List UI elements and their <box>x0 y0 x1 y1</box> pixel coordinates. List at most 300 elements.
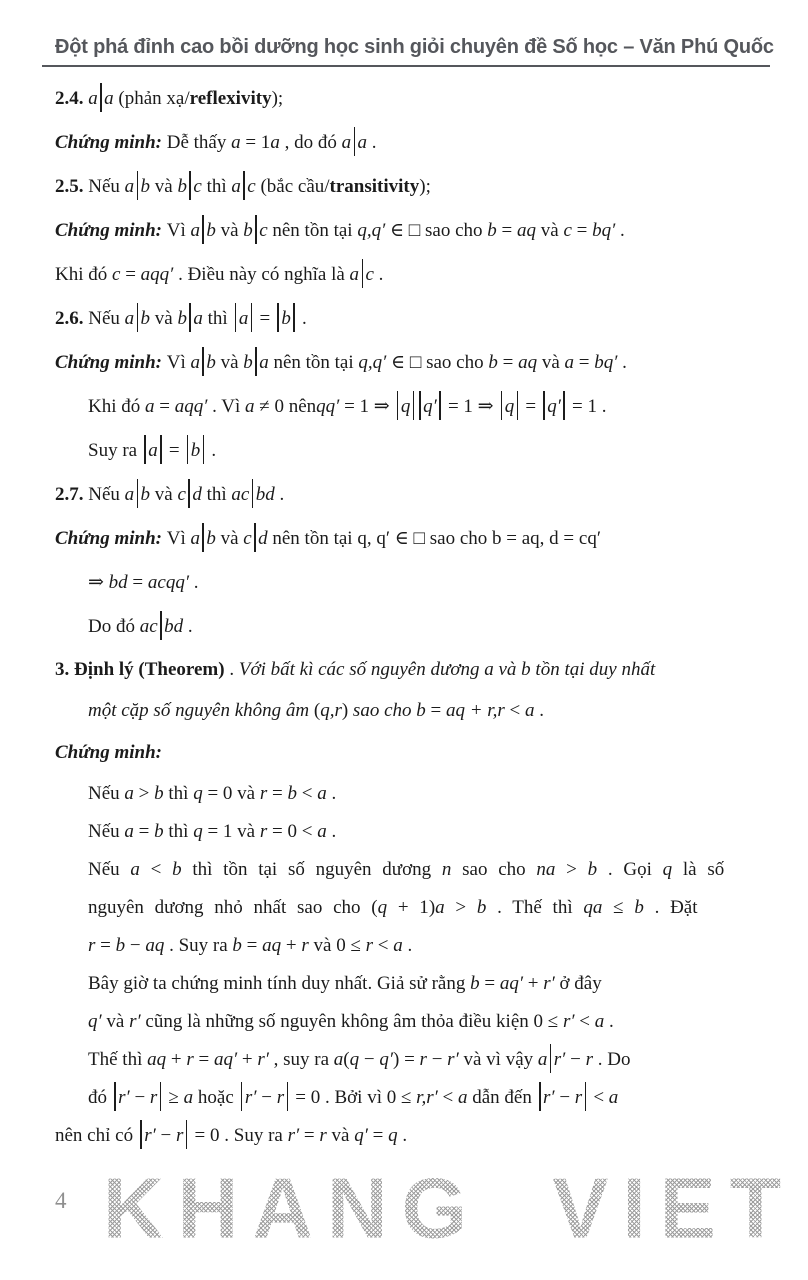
text-run: bd <box>108 572 128 593</box>
text-run: a <box>245 396 255 417</box>
text-run: Chứng minh: <box>55 132 167 153</box>
text-run: < <box>504 700 525 721</box>
divisibility-bar <box>413 391 414 420</box>
divisibility-bar <box>501 391 502 420</box>
text-run: = <box>496 220 518 241</box>
text-run: bd <box>164 616 184 637</box>
divisibility-bar <box>293 303 294 332</box>
text-run: thì <box>201 484 232 505</box>
divisibility-bar <box>202 347 203 376</box>
text-run: Vì <box>166 528 191 549</box>
text-run: aqq′ <box>140 264 174 285</box>
text-line <box>88 1079 770 1117</box>
text-run: (phản xạ/ <box>113 88 190 109</box>
text-run: = 0 và <box>202 783 260 804</box>
text-run: Nếu <box>88 783 125 804</box>
text-run: a <box>231 176 241 197</box>
text-run: ac <box>231 484 250 505</box>
text-run: . <box>373 264 384 285</box>
text-run: c <box>193 176 202 197</box>
text-run: và <box>536 220 564 241</box>
text-run: + <box>166 1049 187 1070</box>
text-run: = <box>299 1125 320 1146</box>
text-run: . <box>604 1011 614 1032</box>
text-run: aq <box>517 220 537 241</box>
text-run: b <box>177 308 187 329</box>
text-run: nguyên dương nhỏ nhất sao cho <box>88 897 372 918</box>
text-run: r <box>176 1125 184 1146</box>
text-run: a <box>259 352 269 373</box>
text-run: b <box>140 308 151 329</box>
text-run: < <box>296 783 318 804</box>
text-run: b <box>587 859 598 880</box>
text-run: bq′ <box>592 220 616 241</box>
text-run: aq <box>262 935 282 956</box>
text-run: a <box>564 352 575 373</box>
text-run: q <box>504 396 515 417</box>
text-run: ) <box>428 897 436 918</box>
text-line <box>88 813 770 851</box>
text-run: c <box>177 484 186 505</box>
text-run: r′ <box>257 1049 269 1070</box>
divisibility-bar <box>439 391 440 420</box>
text-run: < <box>139 859 173 880</box>
text-run: và <box>150 484 178 505</box>
text-run: bd <box>255 484 275 505</box>
book-page <box>0 36 808 1280</box>
text-run: a <box>124 308 135 329</box>
text-run: b <box>172 859 182 880</box>
text-run: r′ <box>144 1125 156 1146</box>
divisibility-bar <box>585 1082 586 1111</box>
text-run: aq + r,r <box>445 700 505 721</box>
text-run: = <box>154 396 175 417</box>
text-run: = <box>267 783 288 804</box>
text-run: và <box>215 352 244 373</box>
text-run: = <box>164 440 185 461</box>
divisibility-bar <box>563 391 564 420</box>
text-run: a <box>190 220 200 241</box>
text-run: = 0 < <box>267 821 318 842</box>
divisibility-bar <box>160 611 161 640</box>
text-run: ≠ 0 nên <box>254 396 317 417</box>
text-run: b <box>488 352 498 373</box>
text-line <box>88 385 770 429</box>
page-number: 4 <box>55 1188 67 1213</box>
text-run: Bây giờ ta chứng minh tính duy nhất. Giả sử rằng <box>88 973 471 994</box>
text-run: a <box>104 88 114 109</box>
text-run: r <box>301 935 309 956</box>
text-run: − <box>554 1087 575 1108</box>
text-run: a <box>333 1049 344 1070</box>
text-run: r′ <box>543 1087 555 1108</box>
divisibility-bar <box>137 303 138 332</box>
text-run: q <box>662 859 673 880</box>
text-run: (bắc cầu/ <box>255 176 330 197</box>
text-run: r <box>585 1049 593 1070</box>
text-run: na <box>536 859 556 880</box>
text-run: b <box>232 935 242 956</box>
text-run: a <box>435 897 445 918</box>
divisibility-bar <box>186 1120 187 1149</box>
text-line <box>88 690 770 731</box>
text-run: Chứng minh: <box>55 528 167 549</box>
text-run: r <box>276 1087 285 1108</box>
text-run: < <box>574 1011 595 1032</box>
text-run: b <box>206 220 216 241</box>
text-run: r′ <box>562 1011 575 1032</box>
text-run: ≥ <box>163 1087 184 1108</box>
divisibility-bar <box>144 435 145 464</box>
text-run: b <box>140 176 151 197</box>
text-run: a <box>341 132 352 153</box>
divisibility-bar <box>243 171 244 200</box>
text-run: bq′ <box>594 352 618 373</box>
text-run: và <box>215 220 244 241</box>
text-run: và <box>150 176 178 197</box>
text-run: + <box>281 935 302 956</box>
text-run: . <box>326 821 337 842</box>
divisibility-bar <box>539 1082 540 1111</box>
text-line <box>88 927 770 965</box>
text-run: aq′ <box>499 973 523 994</box>
text-run: a <box>124 821 134 842</box>
divisibility-bar <box>543 391 544 420</box>
text-run: > <box>555 859 588 880</box>
text-line <box>55 517 770 561</box>
text-line <box>55 341 770 385</box>
text-run: a <box>145 396 155 417</box>
text-run: aq <box>518 352 538 373</box>
text-run: r′ <box>118 1087 130 1108</box>
text-run: c <box>247 176 256 197</box>
text-run: + <box>237 1049 258 1070</box>
text-run: ( <box>313 700 321 721</box>
text-run: q′ <box>547 396 561 417</box>
text-run: dẫn đến <box>467 1087 537 1108</box>
divisibility-bar <box>140 1120 141 1149</box>
text-run: b <box>634 897 644 918</box>
text-run: a <box>124 484 135 505</box>
text-run: a <box>594 1011 605 1032</box>
text-run: ac <box>139 616 158 637</box>
text-line <box>55 473 770 517</box>
divisibility-bar <box>254 523 255 552</box>
text-run: d <box>192 484 202 505</box>
text-run: a <box>193 308 203 329</box>
text-run: 2.7. <box>55 484 89 505</box>
text-run: nên chỉ có <box>55 1125 138 1146</box>
text-run: a <box>457 1087 468 1108</box>
text-line <box>55 209 770 253</box>
text-run: qq′ <box>316 396 340 417</box>
text-run: q <box>388 1125 398 1146</box>
text-line <box>88 851 770 889</box>
text-run: = <box>193 1049 214 1070</box>
text-run: . Suy ra <box>164 935 233 956</box>
text-run: = <box>520 396 541 417</box>
text-run: a <box>393 935 403 956</box>
text-run: q <box>400 396 411 417</box>
text-run: Chứng minh: <box>55 220 167 241</box>
text-run: = 1 ⇒ <box>443 396 499 417</box>
text-run: . Đặt <box>643 897 698 918</box>
text-run: c <box>259 220 268 241</box>
text-run: . Vì <box>207 396 246 417</box>
text-run: q <box>193 783 203 804</box>
text-run: + <box>522 973 544 994</box>
text-run: 2.5. <box>55 176 89 197</box>
text-line <box>88 1041 770 1079</box>
text-run: . <box>366 132 377 153</box>
text-run: b <box>487 220 497 241</box>
text-run: ở đây <box>554 973 602 994</box>
text-run: thì <box>201 176 232 197</box>
text-run: Nếu <box>88 484 125 505</box>
text-run: q,r <box>320 700 342 721</box>
text-run: = <box>479 973 500 994</box>
text-run: r′ <box>447 1049 459 1070</box>
text-run: q,q′ <box>358 352 387 373</box>
text-run: và <box>326 1125 355 1146</box>
text-run: và vì vậy <box>458 1049 538 1070</box>
text-run: r <box>319 1125 327 1146</box>
text-run: cũng là những số nguyên không âm thỏa điều kiện 0 ≤ <box>140 1011 563 1032</box>
text-run: sao cho b <box>348 700 426 721</box>
text-run: < <box>437 1087 458 1108</box>
text-run: q′ <box>423 396 437 417</box>
text-run: ); <box>419 176 431 197</box>
text-run: q <box>377 897 388 918</box>
divisibility-bar <box>160 1082 161 1111</box>
text-run: r <box>259 821 268 842</box>
text-run: q′ <box>379 1049 393 1070</box>
divisibility-bar <box>255 215 256 244</box>
text-run: b <box>190 440 201 461</box>
text-run: . <box>183 616 193 637</box>
text-run: Chứng minh: <box>55 742 162 763</box>
text-run: b <box>476 897 487 918</box>
text-run: a <box>190 528 200 549</box>
page-header <box>42 36 774 67</box>
text-run: = <box>254 308 275 329</box>
text-run: = <box>497 352 519 373</box>
text-run: = <box>120 264 141 285</box>
divisibility-bar <box>252 479 253 508</box>
text-run: q′ <box>88 1011 102 1032</box>
divisibility-bar <box>202 215 203 244</box>
text-run: r <box>149 1087 158 1108</box>
text-run: r′ <box>287 1125 300 1146</box>
text-run: − <box>359 1049 380 1070</box>
text-run: = <box>367 1125 389 1146</box>
divisibility-bar <box>397 391 398 420</box>
text-run: a <box>130 859 140 880</box>
text-run: ( <box>371 897 378 918</box>
text-run: đó <box>88 1087 112 1108</box>
text-run: q <box>193 821 203 842</box>
text-run: = 0 . Bởi vì 0 ≤ <box>290 1087 417 1108</box>
text-run: Vì <box>166 220 191 241</box>
text-run: c <box>563 220 572 241</box>
text-run: = 1 ⇒ <box>339 396 395 417</box>
text-run: 2.4. <box>55 88 89 109</box>
text-run: Nếu <box>88 308 125 329</box>
text-run: − <box>256 1087 277 1108</box>
text-run: + 1 <box>387 897 429 918</box>
text-run: là số <box>672 859 725 880</box>
text-run: r <box>419 1049 427 1070</box>
text-run: Nếu <box>88 821 125 842</box>
text-line <box>55 731 770 775</box>
text-line <box>88 889 770 927</box>
header-title: Đột phá đỉnh cao bồi dưỡng học sinh giỏi chuyên đề Số học – Văn Phú Quốc <box>55 36 774 58</box>
text-run: ); <box>271 88 284 109</box>
text-run: aqq′ <box>174 396 208 417</box>
text-run: ) <box>341 700 349 721</box>
divisibility-bar <box>255 347 256 376</box>
text-run: ) = <box>393 1049 420 1070</box>
text-run: aq <box>145 935 165 956</box>
text-run: . Do <box>592 1049 631 1070</box>
text-run: nên tồn tại <box>268 352 359 373</box>
text-line <box>55 649 770 690</box>
text-run: aq <box>147 1049 167 1070</box>
text-run: b <box>243 220 253 241</box>
watermark: KHANG VIET <box>103 1159 795 1258</box>
divisibility-bar <box>241 1082 242 1111</box>
text-run: b <box>243 352 253 373</box>
text-run: transitivity <box>329 176 420 197</box>
text-run: b <box>154 783 164 804</box>
text-run: = <box>571 220 593 241</box>
text-run: a <box>349 264 360 285</box>
text-run: a <box>148 440 158 461</box>
text-run: a <box>190 352 200 373</box>
text-run: . <box>397 1125 408 1146</box>
text-run: r <box>574 1087 583 1108</box>
text-run: Khi đó <box>55 264 112 285</box>
text-run: và <box>150 308 178 329</box>
text-run: b <box>177 176 187 197</box>
text-run: = 0 . Suy ra <box>189 1125 288 1146</box>
text-line <box>55 253 770 297</box>
text-run: hoặc <box>193 1087 239 1108</box>
content <box>55 77 770 1155</box>
text-line <box>55 77 770 121</box>
text-run: Thế thì <box>88 1049 148 1070</box>
text-run: thì tồn tại số nguyên dương <box>181 859 442 880</box>
text-run: nên tồn tại <box>267 220 358 241</box>
divisibility-bar <box>137 479 138 508</box>
text-run: . <box>274 484 285 505</box>
text-line <box>55 121 770 165</box>
text-run: 3. Định lý (Theorem) <box>55 659 225 680</box>
text-run: c <box>365 264 374 285</box>
text-line <box>88 1003 770 1041</box>
text-run: a <box>524 700 535 721</box>
text-run: ( <box>343 1049 350 1070</box>
text-line <box>88 965 770 1003</box>
text-run: q <box>349 1049 360 1070</box>
text-run: và <box>101 1011 130 1032</box>
divisibility-bar <box>189 171 190 200</box>
text-run: và 0 ≤ <box>308 935 366 956</box>
text-run: − <box>155 1125 176 1146</box>
text-run: sao cho <box>451 859 537 880</box>
text-run: a <box>238 308 249 329</box>
text-run: . <box>615 220 625 241</box>
text-run: . <box>534 700 544 721</box>
divisibility-bar <box>137 171 138 200</box>
text-run: nên tồn tại q, q′ ∈ □ sao cho b = aq, d = cq′ <box>267 528 601 549</box>
text-run: d <box>258 528 268 549</box>
text-run: = <box>127 572 148 593</box>
divisibility-bar <box>287 1082 288 1111</box>
divisibility-bar <box>187 435 188 464</box>
text-line <box>55 165 770 209</box>
text-run: a <box>124 176 135 197</box>
text-run: = 1 và <box>202 821 260 842</box>
text-run: thì <box>163 821 194 842</box>
text-run: . <box>224 659 239 680</box>
text-run: = <box>574 352 595 373</box>
text-run: a <box>231 132 241 153</box>
text-run: = <box>95 935 116 956</box>
divisibility-bar <box>354 127 355 156</box>
text-run: . Gọi <box>597 859 663 880</box>
text-run: r′ <box>129 1011 141 1032</box>
text-run: b <box>140 484 151 505</box>
text-run: . <box>617 352 627 373</box>
text-run: a <box>317 783 327 804</box>
text-run: b <box>115 935 126 956</box>
text-run: acqq′ <box>147 572 189 593</box>
text-run: = 1 <box>240 132 271 153</box>
divisibility-bar <box>235 303 236 332</box>
text-run: n <box>441 859 452 880</box>
text-run: . <box>188 572 199 593</box>
text-run: c <box>112 264 121 285</box>
text-line <box>55 297 770 341</box>
text-run: < <box>588 1087 609 1108</box>
text-run: ∈ □ sao cho <box>386 352 489 373</box>
text-run: b <box>206 528 216 549</box>
text-run: Khi đó <box>88 396 145 417</box>
text-run: 2.6. <box>55 308 89 329</box>
text-run: r <box>88 935 96 956</box>
text-run: thì <box>202 308 233 329</box>
text-run: . <box>326 783 337 804</box>
text-run: , suy ra <box>268 1049 334 1070</box>
text-run: − <box>426 1049 448 1070</box>
text-run: và <box>215 528 244 549</box>
text-line <box>88 561 770 605</box>
divisibility-bar <box>550 1044 551 1073</box>
text-run: Vì <box>166 352 191 373</box>
text-run: b <box>281 308 291 329</box>
divisibility-bar <box>114 1082 115 1111</box>
text-run: , do đó <box>279 132 342 153</box>
text-run: Với bất kì các số nguyên dương a và b tồn tại duy nhất <box>238 659 656 680</box>
text-run: > <box>444 897 477 918</box>
text-run: . <box>402 935 413 956</box>
text-run: − <box>565 1049 586 1070</box>
text-run: Chứng minh: <box>55 352 167 373</box>
text-line <box>55 1117 770 1155</box>
text-run: b <box>154 821 164 842</box>
divisibility-bar <box>517 391 518 420</box>
